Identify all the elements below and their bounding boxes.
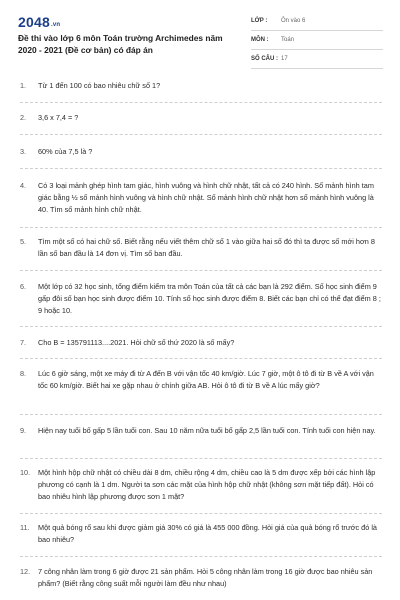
- question-text: 60% của 7,5 là ?: [38, 147, 93, 156]
- question-divider: [20, 326, 382, 327]
- meta-row-class: [251, 12, 383, 31]
- question-4: [20, 180, 382, 216]
- meta-value: 17: [281, 56, 288, 62]
- question-text: Hiện nay tuổi bố gấp 5 lần tuổi con. Sau 10 năm nữa tuổi bố gấp 2,5 lần tuổi con. Tính tuổi con hiện nay.: [38, 426, 376, 435]
- page-title: Đề thi vào lớp 6 môn Toán trường Archimedes năm 2020 - 2021 (Đề cơ bản) có đáp án: [18, 33, 223, 55]
- meta-row-subject: [251, 31, 383, 50]
- question-divider: [20, 270, 382, 271]
- question-text: Tìm một số có hai chữ số. Biết rằng nếu viết thêm chữ số 1 vào giữa hai số đó thì ta được số mới hơn 8 lần số ban đầu là 14 đơn vị. Tìm số ban đầu.: [38, 237, 375, 258]
- question-11: [20, 522, 382, 546]
- question-divider: [20, 358, 382, 359]
- question-6: [20, 281, 382, 317]
- question-text: Một hình hộp chữ nhật có chiều dài 8 dm, chiều rộng 4 dm, chiều cao là 5 dm được xếp bởi các hình lập phương có cạnh là 1 dm. Người ta sơn các mặt của hình hộp chữ nhật (không sơn mặt tiếp đất). Hỏi có bao nhiêu hình lập phương được sơn 1 mặt?: [38, 468, 376, 501]
- question-12: [20, 566, 382, 590]
- question-divider: [20, 227, 382, 228]
- question-divider: [20, 102, 382, 103]
- question-10: [20, 467, 382, 503]
- question-text: 3,6 x 7,4 = ?: [38, 113, 79, 122]
- question-text: Một quả bóng rổ sau khi được giảm giá 30% có giá là 455 000 đồng. Hỏi giá của quả bóng rổ trước đó là bao nhiêu?: [38, 523, 377, 544]
- question-divider: [20, 458, 382, 459]
- meta-label: SỐ CÂU :: [251, 56, 278, 62]
- question-5: [20, 236, 382, 260]
- logo-suffix-text: .vn: [50, 22, 61, 28]
- question-number: 2.: [20, 113, 27, 122]
- question-divider: [20, 556, 382, 557]
- question-number: 7.: [20, 338, 27, 347]
- question-1: [20, 80, 382, 92]
- site-logo[interactable]: [18, 14, 60, 30]
- question-divider: [20, 513, 382, 514]
- question-text: Lúc 6 giờ sáng, một xe máy đi từ A đến B với vận tốc 40 km/giờ. Lúc 7 giờ, một ô tô đi từ B về A với vận tốc 60 km/giờ. Biết hai xe gặp nhau ở chính giữa AB. Hỏi ô tô đi từ B về A lúc mấy giờ?: [38, 369, 374, 390]
- question-number: 12.: [20, 567, 31, 576]
- question-number: 9.: [20, 426, 27, 435]
- question-number: 10.: [20, 468, 31, 477]
- question-number: 4.: [20, 181, 27, 190]
- meta-label: MÔN :: [251, 37, 269, 43]
- meta-info-box: [251, 12, 383, 69]
- question-9: [20, 425, 382, 437]
- question-text: Một lớp có 32 học sinh, tổng điểm kiểm tra môn Toán của tất cả các bạn là 292 điểm. Số học sinh điểm 9 gấp đôi số bạn học sinh được điểm 10. Tính số học sinh được điểm 8. Biết các bạn chỉ có thể đạt điểm 8 ; 9 hoặc 10.: [38, 282, 381, 315]
- question-number: 11.: [20, 523, 30, 532]
- question-divider: [20, 414, 382, 415]
- question-number: 5.: [20, 237, 27, 246]
- question-7: [20, 337, 382, 349]
- page-header: [0, 0, 400, 62]
- question-text: Từ 1 đến 100 có bao nhiêu chữ số 1?: [38, 81, 161, 90]
- question-number: 3.: [20, 147, 27, 156]
- question-number: 6.: [20, 282, 27, 291]
- question-number: 1.: [20, 81, 27, 90]
- question-text: Có 3 loại mảnh ghép hình tam giác, hình vuông và hình chữ nhật, tất cả có 240 hình. Số mảnh hình tam giác bằng ½ số mảnh hình vuông và hình chữ nhật. Số mảnh hình chữ nhật hơn số mảnh hình vuông là 40. Tìm số mảnh hình chữ nhật.: [38, 181, 374, 214]
- meta-value: Ôn vào 6: [281, 18, 306, 24]
- logo-main-text: 2048: [18, 14, 50, 30]
- meta-value: Toán: [281, 37, 295, 43]
- question-number: 8.: [20, 369, 27, 378]
- question-8: [20, 368, 382, 392]
- meta-label: LỚP :: [251, 18, 268, 24]
- question-divider: [20, 168, 382, 169]
- question-text: Cho B = 135791113....2021. Hỏi chữ số thứ 2020 là số mấy?: [38, 338, 235, 347]
- meta-row-question-count: [251, 50, 383, 69]
- question-divider: [20, 134, 382, 135]
- question-2: [20, 112, 382, 124]
- question-text: 7 công nhân làm trong 6 giờ được 21 sản phẩm. Hỏi 5 công nhân làm trong 16 giờ được bao nhiêu sản phẩm? (Biết rằng công suất mỗi người làm đều như nhau): [38, 567, 373, 588]
- question-3: [20, 146, 382, 158]
